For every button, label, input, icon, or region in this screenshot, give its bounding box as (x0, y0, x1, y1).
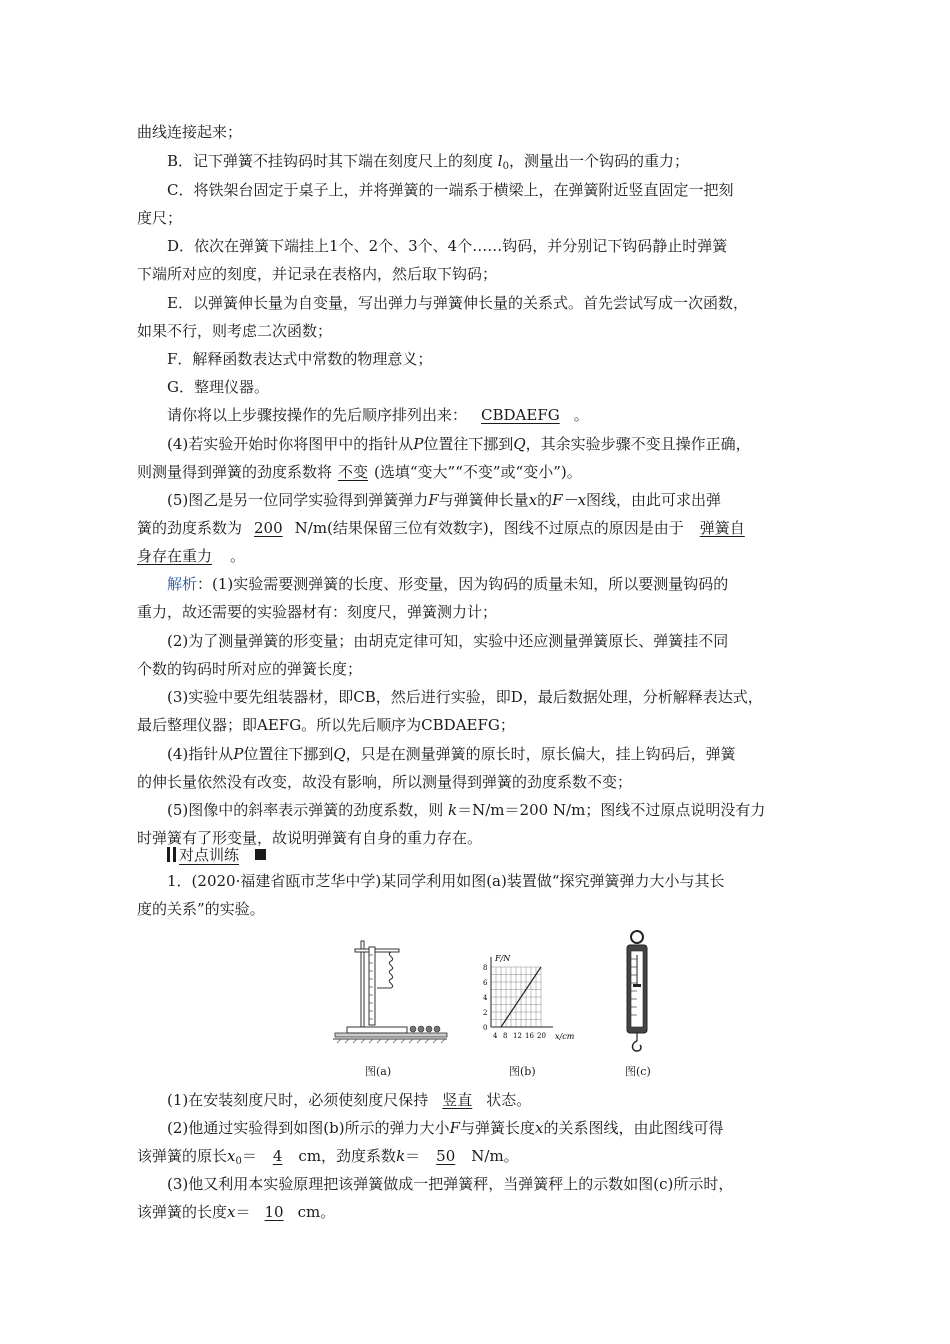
answer-reason: 身存在重力 (137, 547, 213, 565)
text: 。 (573, 406, 589, 424)
text-line (137, 768, 817, 796)
hook-weights (410, 1026, 440, 1032)
stand-base (347, 1027, 407, 1033)
text: cm。 (297, 1203, 336, 1221)
var-x: x (528, 491, 538, 509)
y-tick-label: 4 (483, 994, 488, 1002)
x-tick-label: 12 (513, 1032, 522, 1040)
analysis-3 (137, 683, 847, 711)
text: (3)实验中要先组装器材，即CB，然后进行实验，即D，最后数据处理，分析解释表达式， (167, 688, 763, 706)
text-line (137, 542, 817, 570)
text: ＝ (235, 1203, 251, 1221)
text: ，其余实验步骤不变且操作正确， (525, 435, 751, 453)
x-axis-label: x/cm (555, 1032, 575, 1041)
question-4 (137, 430, 847, 458)
var-p: P (413, 435, 424, 453)
step-d (137, 232, 847, 260)
force-length-graph (473, 953, 591, 1043)
text: 曲线连接起来； (137, 123, 243, 141)
text: B．记下弹簧不挂钩码时其下端在刻度尺上的刻度 (167, 152, 498, 170)
text-line (137, 204, 817, 232)
analysis-2 (137, 627, 847, 655)
text: ，测量出一个钩码的重力； (508, 152, 689, 170)
text: (5)图乙是另一位同学实验得到弹簧弹力 (167, 491, 429, 509)
step-g (137, 373, 847, 401)
text: 的 (537, 491, 553, 509)
analysis-5 (137, 796, 847, 824)
y-tick-label: 8 (483, 964, 488, 972)
analysis-label: 解析 (167, 575, 198, 593)
text: 时弹簧有了形变量，故说明弹簧有自身的重力存在。 (137, 829, 483, 847)
question-5 (137, 486, 847, 514)
step-e (137, 289, 847, 317)
analysis-1 (137, 570, 847, 598)
x-tick-label: 20 (537, 1032, 546, 1040)
text: 如果不行，则考虑二次函数； (137, 322, 333, 340)
text-line (137, 895, 817, 923)
text: 则测量得到弹簧的劲度系数将 (137, 463, 333, 481)
text: 该弹簧的原长 (137, 1147, 228, 1165)
text: 图线，由此可求出弹 (586, 491, 722, 509)
text: 。 (230, 547, 246, 565)
step-c (137, 176, 847, 204)
var-k: k (448, 801, 458, 819)
answer-length: 4 (272, 1147, 283, 1165)
text: 1．(2020·福建省瓯市芝华中学)某同学利用如图(a)装置做“探究弹簧弹力大小与其长 (167, 872, 725, 890)
answer-order: CBDAEFG (481, 406, 560, 424)
x-tick-label: 4 (493, 1032, 498, 1040)
answer-k: 200 (254, 519, 283, 537)
text: 最后整理仪器；即AEFG。所以先后顺序为CBDAEFG； (137, 716, 515, 734)
text: 簧的劲度系数为 (137, 519, 243, 537)
text: G．整理仪器。 (167, 378, 269, 396)
crossbar (355, 949, 399, 952)
var-x: x (535, 1119, 544, 1137)
text-line (137, 317, 817, 345)
text-line (137, 514, 817, 542)
text-line (137, 118, 817, 146)
figure-c-caption: 图(c) (625, 1065, 651, 1078)
answer-spring-length: 10 (264, 1203, 284, 1221)
spring (389, 952, 392, 988)
text: E．以弹簧伸长量为自变量，写出弹力与弹簧伸长量的关系式。首先尝试写成一次函数， (167, 294, 748, 312)
scale-pointer (633, 984, 641, 987)
text: 的伸长量依然没有改变，故没有影响，所以测量得到弹簧的劲度系数不变； (137, 773, 633, 791)
figure-b-caption: 图(b) (509, 1065, 536, 1078)
text: (2)他通过实验得到如图(b)所示的弹力大小 (167, 1119, 450, 1137)
text: 与弹簧伸长量 (438, 491, 529, 509)
text: cm，劲度系数 (298, 1147, 397, 1165)
text: 该弹簧的长度 (137, 1203, 228, 1221)
var-f: F (449, 1119, 460, 1137)
var-k: k (396, 1147, 406, 1165)
figure-row (325, 925, 665, 1080)
text: C．将铁架台固定于桌子上，并将弹簧的一端系于横梁上，在弹簧附近竖直固定一把刻 (167, 181, 734, 199)
text: ＝N/m＝200 N/m；图线不过原点说明没有力 (457, 801, 766, 819)
text: ＝ (241, 1147, 257, 1165)
ground (335, 1033, 447, 1037)
bar-mark (167, 847, 170, 862)
text: (5)图像中的斜率表示弹簧的劲度系数，则 (167, 801, 449, 819)
text: 个数的钩码时所对应的弹簧长度； (137, 660, 363, 678)
text-line (137, 655, 817, 683)
text: N/m。 (471, 1147, 519, 1165)
sub-question-3 (137, 1170, 847, 1198)
y-tick-label: 6 (483, 979, 488, 987)
text: (1)在安装刻度尺时，必须使刻度尺保持 (167, 1091, 429, 1109)
text: ＝ (405, 1147, 421, 1165)
ruler (369, 947, 375, 1025)
y-tick-label: 2 (483, 1009, 488, 1017)
var-fx: F－x (552, 491, 587, 509)
text-line (137, 598, 817, 626)
text: D．依次在弹簧下端挂上1个、2个、3个、4个……钩码，并分别记下钩码静止时弹簧 (167, 237, 728, 255)
var-f: F (428, 491, 439, 509)
answer-unchanged: 不变 (338, 463, 369, 481)
bottom-hook (633, 1041, 642, 1051)
text: 状态。 (486, 1091, 532, 1109)
text-line (137, 1198, 817, 1226)
square-mark (255, 849, 266, 860)
var-x0: x (227, 1147, 236, 1165)
text: 请你将以上步骤按操作的先后顺序排列出来： (167, 406, 468, 424)
text: 度尺； (137, 209, 183, 227)
text: 的关系图线，由此图线可得 (543, 1119, 724, 1137)
answer-k: 50 (436, 1147, 456, 1165)
text: 位置往下挪到 (423, 435, 514, 453)
subscript: 0 (502, 161, 509, 172)
var-q: Q (333, 745, 346, 763)
text: (4)若实验开始时你将图甲中的指针从 (167, 435, 414, 453)
y-axis-label: F/N (495, 954, 511, 963)
var-x: x (227, 1203, 236, 1221)
text: 位置往下挪到 (243, 745, 334, 763)
text: (选填“变大”“不变”或“变小”)。 (374, 463, 582, 481)
y-tick-label: 0 (483, 1024, 488, 1032)
text: ，只是在测量弹簧的原长时，原长偏大，挂上钩码后，弹簧 (345, 745, 736, 763)
var-q: Q (513, 435, 526, 453)
text: N/m(结果保留三位有效数字)，图线不过原点的原因是由于 (294, 519, 684, 537)
answer-reason: 弹簧自 (699, 519, 745, 537)
text-line (137, 260, 817, 288)
x-tick-label: 16 (525, 1032, 534, 1040)
figure-a-caption: 图(a) (365, 1065, 392, 1078)
stand-rod (361, 941, 364, 1027)
bar-mark (173, 847, 176, 862)
text: (4)指针从 (167, 745, 234, 763)
text-line (137, 711, 817, 739)
iron-stand-figure (325, 933, 455, 1053)
spring-scale-figure (617, 929, 657, 1059)
text: F．解释函数表达式中常数的物理意义； (167, 350, 433, 368)
text: (2)为了测量弹簧的形变量；由胡克定律可知，实验中还应测量弹簧原长、弹簧挂不同 (167, 632, 729, 650)
heading-text: 对点训练 (179, 846, 240, 864)
ground-hatch (337, 1039, 445, 1043)
section-heading (167, 843, 266, 867)
text: 重力，故还需要的实验器材有：刻度尺，弹簧测力计； (137, 603, 498, 621)
order-question (137, 401, 847, 429)
text-line (137, 458, 817, 486)
step-f (137, 345, 847, 373)
top-ring (631, 931, 643, 943)
sub-question-2 (137, 1114, 847, 1142)
text: 下端所对应的刻度，并记录在表格内，然后取下钩码； (137, 265, 498, 283)
analysis-4 (137, 740, 847, 768)
text: (3)他又利用本实验原理把该弹簧做成一把弹簧秤，当弹簧秤上的示数如图(c)所示时， (167, 1175, 734, 1193)
var-p: P (233, 745, 244, 763)
text: 度的关系”的实验。 (137, 900, 265, 918)
sub-question-1 (137, 1086, 847, 1114)
question-1 (137, 867, 847, 895)
var-l: l (497, 152, 503, 170)
text: 与弹簧长度 (459, 1119, 535, 1137)
text: ：(1)实验需要测弹簧的长度、形变量，因为钩码的质量未知，所以要测量钩码的 (197, 575, 729, 593)
subscript: 0 (235, 1156, 242, 1167)
answer-vertical: 竖直 (442, 1091, 473, 1109)
x-tick-label: 8 (503, 1032, 508, 1040)
graph-grid (491, 967, 541, 1027)
